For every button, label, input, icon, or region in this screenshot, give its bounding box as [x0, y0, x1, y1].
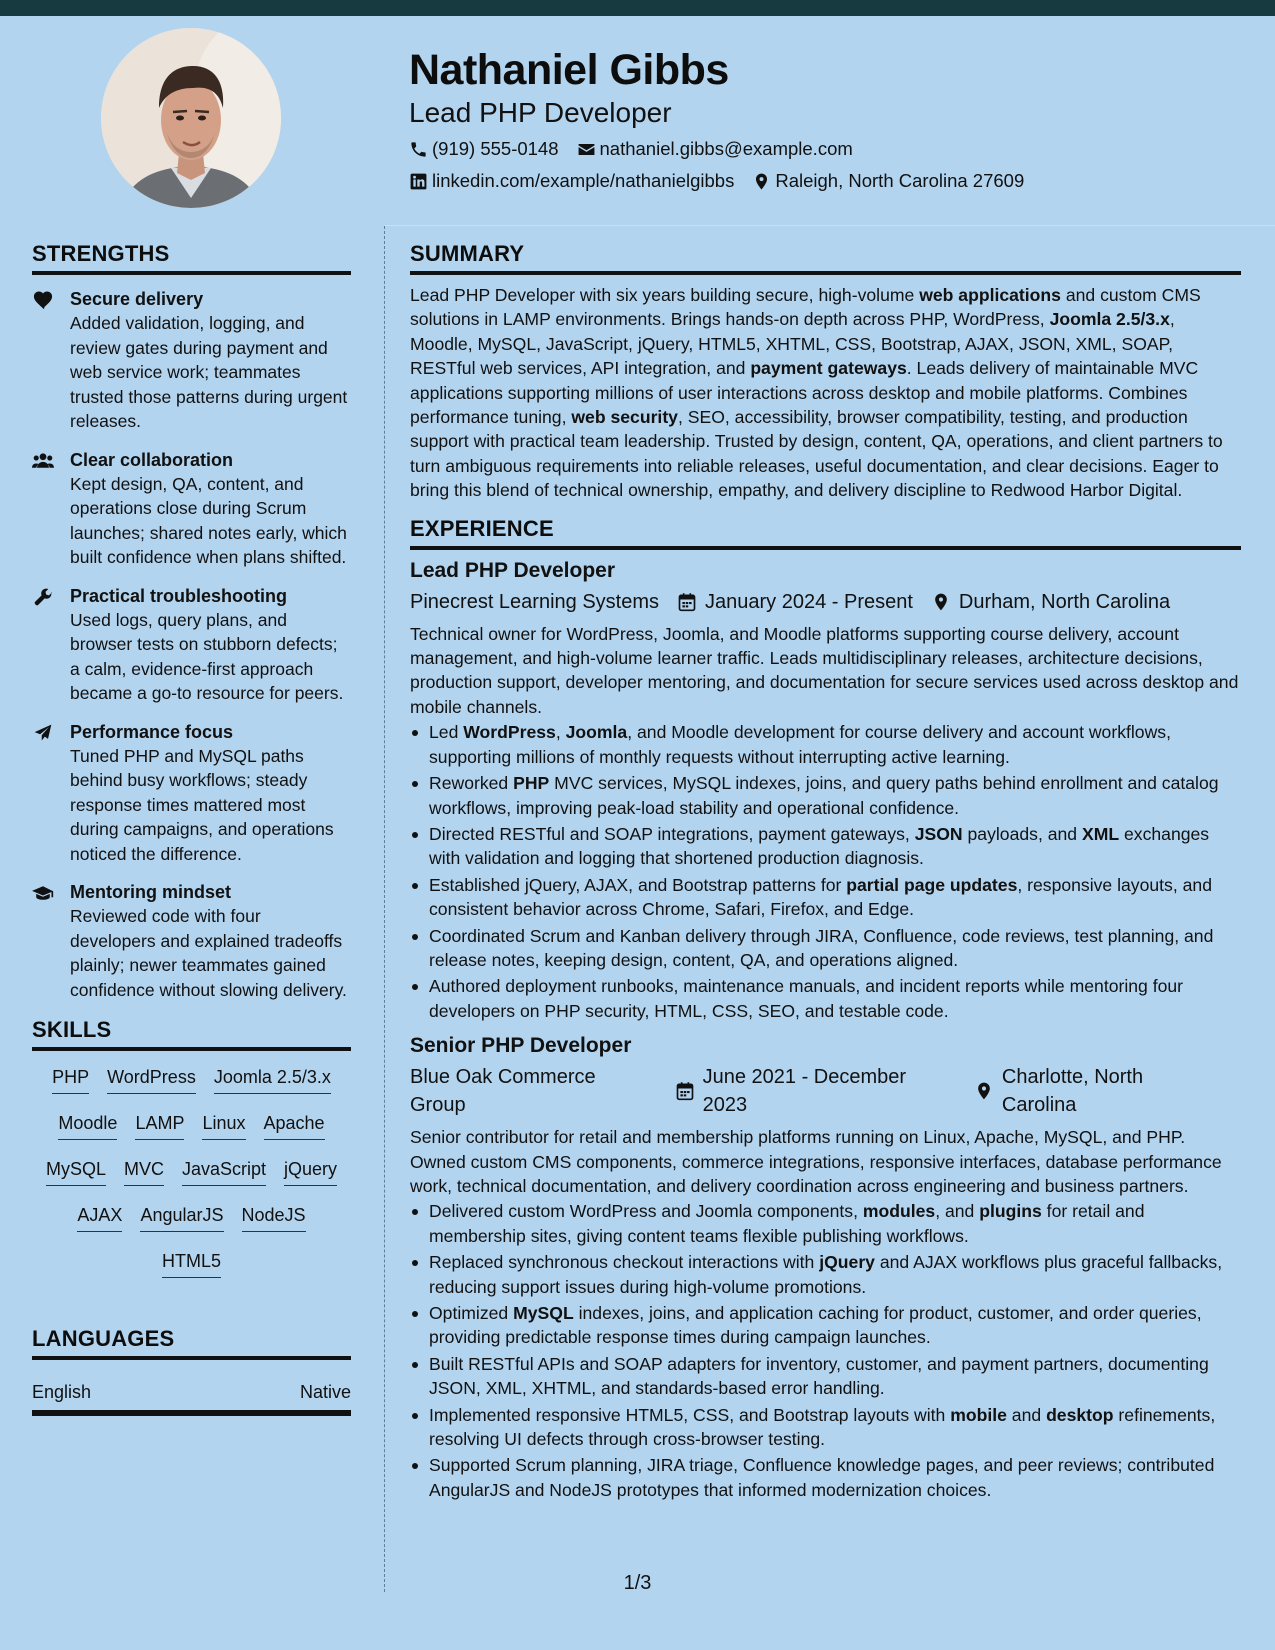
job-bullet: Coordinated Scrum and Kanban delivery through JIRA, Confluence, code reviews, test planning, and release notes, keeping design, content, QA, and operations aligned. — [410, 924, 1241, 973]
strength-desc: Added validation, logging, and review gates during payment and web service work; teammates trusted those patterns during urgent releases. — [70, 313, 348, 431]
job-title: Senior PHP Developer — [410, 1034, 632, 1058]
strengths-list — [32, 287, 351, 1002]
languages-heading: LANGUAGES — [32, 1325, 351, 1360]
job-bullet: Established jQuery, AJAX, and Bootstrap patterns for partial page updates, responsive layouts, and consistent behavior across Chrome, Safari, Firefox, and Edge. — [410, 873, 1241, 922]
job-bullet: Supported Scrum planning, JIRA triage, Confluence knowledge pages, and peer reviews; contributed AngularJS and NodeJS prototypes that informed modernization choices. — [410, 1453, 1241, 1502]
strengths-heading: STRENGTHS — [32, 240, 351, 275]
skill-tag: WordPress — [107, 1065, 196, 1094]
skill-tag: Joomla 2.5/3.x — [214, 1065, 331, 1094]
skills-heading: SKILLS — [32, 1016, 351, 1051]
location-text: Durham, North Carolina — [958, 590, 1171, 613]
users-icon — [32, 451, 54, 471]
job-dates — [677, 588, 913, 616]
job-location — [931, 588, 1170, 616]
job-bullet: Optimized MySQL indexes, joins, and application caching for product, customer, and order queries, providing predictable response times during campaign launches. — [410, 1301, 1241, 1350]
job-location — [974, 1063, 1223, 1119]
skill-tag: NodeJS — [242, 1203, 306, 1232]
envelope-icon — [577, 140, 596, 159]
page-number: 1/3 — [623, 1572, 652, 1594]
location-text: Raleigh, North Carolina 27609 — [775, 170, 1025, 191]
strength-desc: Reviewed code with four developers and explained tradeoffs plainly; newer teammates gained confidence without slowing delivery. — [70, 906, 347, 1000]
job-dates — [675, 1063, 956, 1119]
skill-tag: PHP — [52, 1065, 89, 1094]
skill-tag: LAMP — [135, 1111, 184, 1140]
strength-title: Practical troubleshooting — [70, 585, 288, 606]
candidate-name: Nathaniel Gibbs — [409, 46, 729, 94]
job-entry — [410, 1032, 1241, 1502]
bold-keyword: partial page updates — [846, 874, 1018, 895]
bold-keyword: Joomla 2.5/3.x — [1049, 309, 1170, 330]
company-name: Blue Oak Commerce Group — [410, 1066, 596, 1117]
job-meta — [410, 588, 1241, 616]
strength-item — [32, 287, 351, 434]
location-contact — [752, 169, 1024, 193]
strength-title: Secure delivery — [70, 289, 204, 309]
bold-keyword: web applications — [919, 285, 1061, 305]
language-row — [32, 1380, 351, 1416]
language-level: Native — [299, 1382, 351, 1402]
job-entry — [410, 557, 1241, 1024]
strength-item — [32, 448, 351, 570]
portrait-image — [101, 28, 281, 208]
company-name: Pinecrest Learning Systems — [410, 590, 660, 613]
contact-row-2 — [409, 169, 1249, 193]
bold-keyword: mobile — [950, 1404, 1007, 1425]
strength-title: Clear collaboration — [70, 449, 234, 470]
resume-header — [409, 44, 1249, 193]
skill-tag: Moodle — [58, 1111, 117, 1140]
bold-keyword: web security — [571, 407, 678, 428]
left-column — [32, 240, 351, 1416]
job-bullet: Directed RESTful and SOAP integrations, payment gateways, JSON payloads, and XML exchanges with validation and logging that shortened production diagnosis. — [410, 822, 1241, 871]
bold-keyword: XML — [1081, 823, 1120, 844]
job-bullet: Reworked PHP MVC services, MySQL indexes, joins, and query paths behind enrollment and catalog workflows, improving peak-load stability and operational confidence. — [410, 771, 1241, 820]
language-name: English — [32, 1382, 92, 1402]
job-description: Technical owner for WordPress, Joomla, and Moodle platforms supporting course delivery, account management, and high-volume learner traffic. Leads multidisciplinary releases, architecture decisions, production support, developer mentoring, and documentation for secure services used across desktop and mobile channels. — [410, 623, 1239, 717]
bold-keyword: Joomla — [565, 722, 628, 743]
job-bullet: Implemented responsive HTML5, CSS, and Bootstrap layouts with mobile and desktop refinements, resolving UI defects through cross-browser testing. — [410, 1403, 1241, 1452]
job-meta — [410, 1063, 1241, 1119]
phone-text: (919) 555-0148 — [432, 138, 559, 159]
skill-tag: JavaScript — [182, 1157, 266, 1186]
email-contact[interactable] — [577, 137, 853, 161]
skill-tag: HTML5 — [162, 1249, 221, 1278]
dates-text: January 2024 - Present — [705, 590, 913, 613]
bold-keyword: jQuery — [819, 1252, 875, 1273]
bold-keyword: WordPress — [463, 722, 556, 743]
calendar-icon — [675, 1081, 695, 1101]
job-bullet: Built RESTful APIs and SOAP adapters for inventory, customer, and payment partners, documenting JSON, XML, XHTML, and standards-based error handling. — [410, 1352, 1241, 1401]
skills-list — [32, 1057, 351, 1287]
location-text: Charlotte, North Carolina — [1001, 1066, 1144, 1117]
column-divider — [384, 226, 385, 1592]
email-text: nathaniel.gibbs@example.com — [599, 138, 853, 159]
strength-item — [32, 880, 351, 1002]
strength-desc: Kept design, QA, content, and operations close during Scrum launches; shared notes early, which built confidence when plans shifted. — [70, 473, 347, 567]
job-bullets — [410, 1199, 1241, 1502]
skill-tag: Apache — [264, 1111, 325, 1140]
job-bullet: Authored deployment runbooks, maintenance manuals, and incident reports while mentoring four developers on PHP security, HTML, CSS, SEO, and testable code. — [410, 974, 1241, 1023]
dates-text: June 2021 - December 2023 — [702, 1066, 907, 1117]
job-title: Lead PHP Developer — [410, 558, 616, 582]
strength-desc: Tuned PHP and MySQL paths behind busy workflows; steady response times mattered most during campaigns, and operations noticed the difference. — [70, 745, 334, 864]
candidate-title: Lead PHP Developer — [409, 97, 672, 128]
bold-keyword: modules — [862, 1201, 936, 1222]
skill-tag: MySQL — [46, 1157, 106, 1186]
map-pin-icon — [974, 1081, 994, 1101]
strength-title: Performance focus — [70, 721, 234, 742]
heart-icon — [32, 290, 54, 310]
calendar-icon — [677, 592, 697, 612]
job-description: Senior contributor for retail and membership platforms running on Linux, Apache, MySQL, and PHP. Owned custom CMS components, commerce integrations, responsive interfaces, database performance work, technical documentation, and delivery coordination across engineering and business partners. — [410, 1127, 1222, 1196]
job-bullet: Led WordPress, Joomla, and Moodle development for course delivery and account workflows, supporting millions of monthly requests without interrupting active learning. — [410, 720, 1241, 769]
skill-tag: AngularJS — [140, 1203, 223, 1232]
map-pin-icon — [931, 592, 951, 612]
skill-tag: jQuery — [284, 1157, 337, 1186]
contact-row-1 — [409, 137, 1249, 161]
job-bullets — [410, 720, 1241, 1023]
profile-photo — [101, 28, 281, 208]
paper-plane-icon — [32, 723, 54, 743]
header-divider — [384, 225, 1275, 226]
linkedin-icon — [409, 172, 428, 191]
linkedin-contact[interactable] — [409, 169, 734, 193]
strength-item — [32, 584, 351, 706]
skill-tag: AJAX — [77, 1203, 122, 1232]
phone-icon — [409, 140, 428, 159]
summary-text: Lead PHP Developer with six years building secure, high-volume web applications and custom CMS solutions in LAMP environments. Brings hands-on depth across PHP, WordPress, Joomla 2.5/3.x, Moodle, MySQL, JavaScript, jQuery, HTML5, XHTML, CSS, Bootstrap, AJAX, JSON, XML, SOAP, RESTful web services, API integration, and payment gateways. Leads delivery of maintainable MVC applications supporting millions of user interactions across desktop and mobile platforms. Combines performance tuning, web security, SEO, accessibility, browser compatibility, testing, and production support with practical team leadership. Trusted by design, content, QA, operations, and client partners to turn ambiguous requirements into reliable releases, useful documentation, and clear decisions. Eager to bring this blend of technical ownership, empathy, and delivery discipline to Redwood Harbor Digital. — [410, 285, 1223, 501]
top-accent-bar — [0, 0, 1275, 16]
graduation-cap-icon — [32, 883, 54, 903]
summary-heading: SUMMARY — [410, 240, 1241, 275]
bold-keyword: desktop — [1046, 1404, 1114, 1425]
bold-keyword: plugins — [979, 1201, 1042, 1222]
job-bullet: Delivered custom WordPress and Joomla components, modules, and plugins for retail and membership sites, giving content teams flexible publishing workflows. — [410, 1199, 1241, 1248]
bold-keyword: PHP — [513, 773, 550, 794]
map-pin-icon — [752, 172, 771, 191]
bold-keyword: MySQL — [513, 1303, 574, 1323]
wrench-icon — [32, 587, 54, 607]
strength-item — [32, 720, 351, 867]
skill-tag: MVC — [124, 1157, 164, 1186]
job-bullet: Replaced synchronous checkout interactions with jQuery and AJAX workflows plus graceful fallbacks, reducing support issues during high-volume promotions. — [410, 1250, 1241, 1299]
strength-desc: Used logs, query plans, and browser tests on stubborn defects; a calm, evidence-first approach became a go-to resource for peers. — [70, 609, 344, 703]
skill-tag: Linux — [202, 1111, 245, 1140]
bold-keyword: JSON — [914, 823, 963, 844]
experience-heading: EXPERIENCE — [410, 515, 1241, 550]
linkedin-text: linkedin.com/example/nathanielgibbs — [432, 170, 735, 191]
right-column — [410, 240, 1241, 1504]
strength-title: Mentoring mindset — [70, 882, 231, 902]
phone-contact[interactable] — [409, 137, 559, 161]
bold-keyword: payment gateways — [750, 358, 907, 379]
